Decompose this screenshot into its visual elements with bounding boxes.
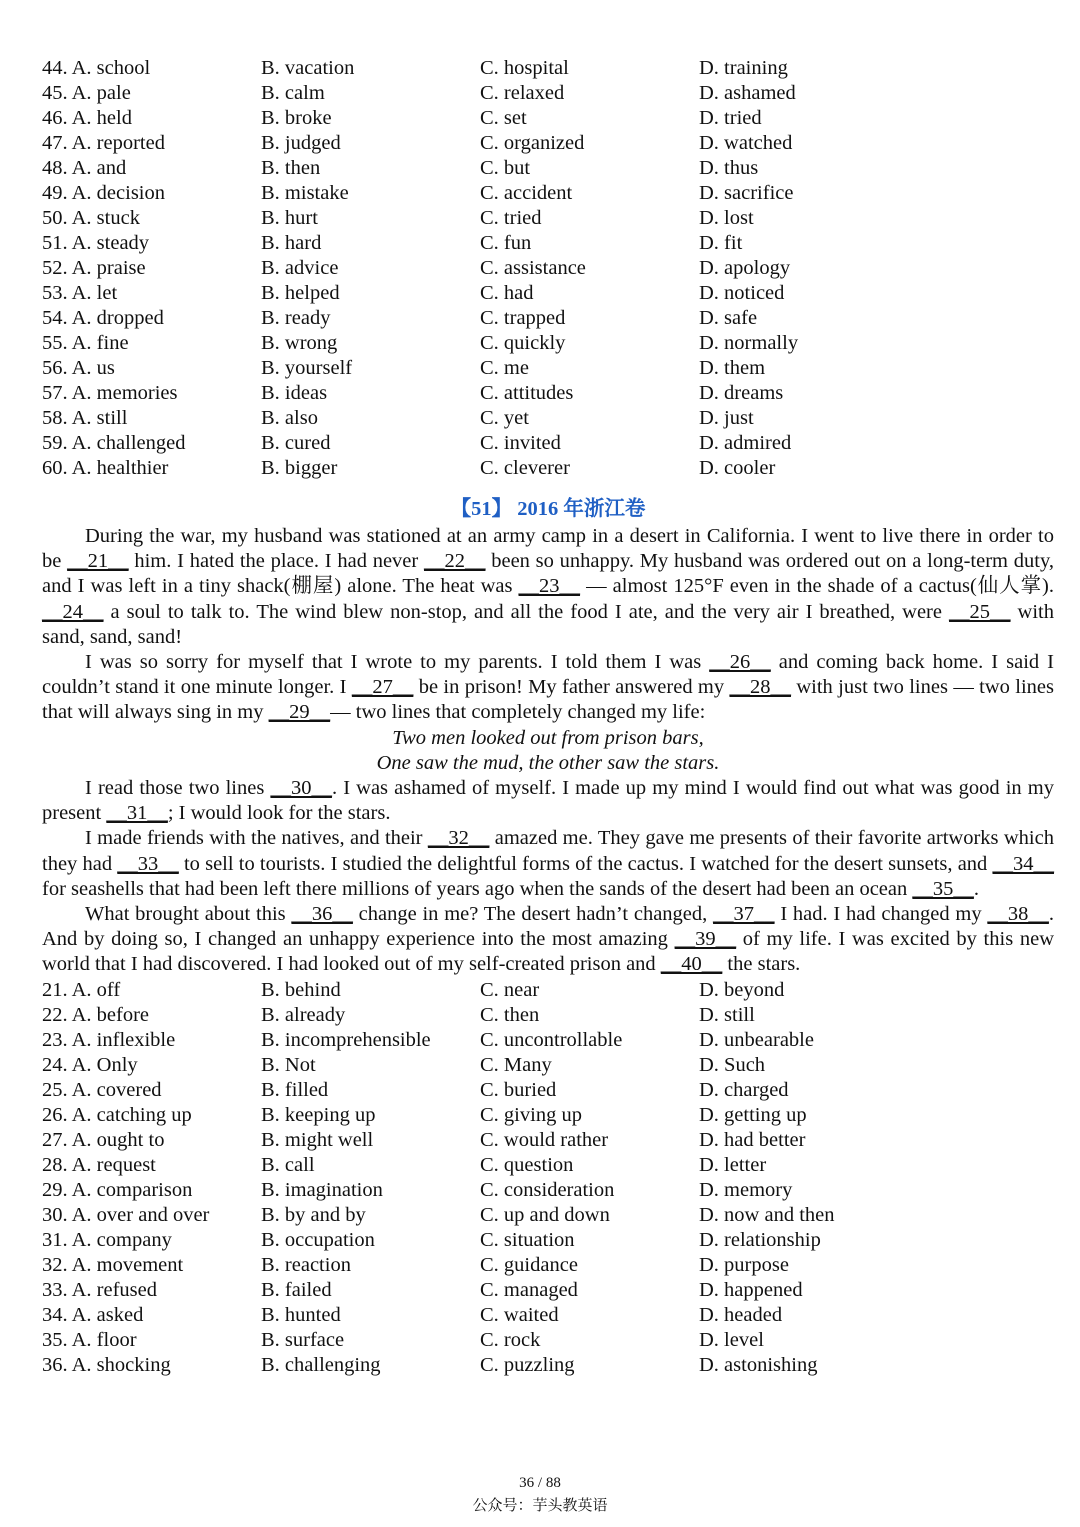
option-a: 46. A. held bbox=[42, 107, 132, 129]
option-a: 23. A. inflexible bbox=[42, 1028, 176, 1051]
cloze-blank: __25__ bbox=[949, 600, 1011, 623]
option-row bbox=[42, 1203, 1054, 1228]
passage-text: — almost 125°F even in the shade of a cactus(仙人掌). bbox=[580, 575, 1054, 598]
option-c: C. near bbox=[480, 978, 540, 1001]
option-a: 33. A. refused bbox=[42, 1278, 158, 1301]
passage-text: I had. I had changed my bbox=[774, 903, 988, 926]
option-row bbox=[42, 1278, 1054, 1303]
option-a: 49. A. decision bbox=[42, 182, 165, 204]
poem-line: Two men looked out from prison bars, bbox=[392, 726, 704, 749]
cloze-blank: __30__ bbox=[270, 777, 332, 800]
option-c: C. invited bbox=[480, 432, 561, 454]
option-d: D. fit bbox=[699, 232, 743, 254]
option-row bbox=[42, 306, 1054, 331]
option-a: 47. A. reported bbox=[42, 132, 165, 154]
option-a: 56. A. us bbox=[42, 357, 115, 379]
option-c: C. assistance bbox=[480, 257, 586, 279]
option-a: 22. A. before bbox=[42, 1003, 150, 1026]
option-d: D. had better bbox=[699, 1128, 806, 1151]
passage-text: I read those two lines bbox=[85, 777, 271, 800]
option-b: B. surface bbox=[261, 1328, 345, 1351]
option-b: B. wrong bbox=[261, 332, 338, 354]
option-row bbox=[42, 206, 1054, 231]
option-d: D. admired bbox=[699, 432, 792, 454]
option-b: B. failed bbox=[261, 1278, 332, 1301]
option-b: B. vacation bbox=[261, 57, 355, 79]
cloze-blank: __26__ bbox=[709, 651, 771, 674]
option-d: D. sacrifice bbox=[699, 182, 794, 204]
option-c: C. cleverer bbox=[480, 457, 570, 479]
option-c: C. tried bbox=[480, 207, 542, 229]
passage-text: change in me? The desert hadn’t changed, bbox=[352, 903, 714, 926]
option-b: B. ready bbox=[261, 307, 331, 329]
option-d: D. them bbox=[699, 357, 766, 379]
option-b: B. broke bbox=[261, 107, 332, 129]
option-d: D. astonishing bbox=[699, 1353, 818, 1376]
option-row bbox=[42, 1353, 1054, 1378]
option-row bbox=[42, 256, 1054, 281]
passage-text: amazed me. They gave me presents of their favorite artworks which they had bbox=[42, 827, 1054, 875]
option-a: 21. A. off bbox=[42, 978, 121, 1001]
option-d: D. level bbox=[699, 1328, 764, 1351]
option-c: C. but bbox=[480, 157, 531, 179]
option-d: D. ashamed bbox=[699, 82, 796, 104]
option-d: D. letter bbox=[699, 1153, 767, 1176]
passage-text: . bbox=[973, 877, 979, 900]
option-row bbox=[42, 1328, 1054, 1353]
option-row bbox=[42, 181, 1054, 206]
option-b: B. hard bbox=[261, 232, 322, 254]
option-c: C. managed bbox=[480, 1278, 578, 1301]
option-b: B. judged bbox=[261, 132, 341, 154]
option-a: 48. A. and bbox=[42, 157, 127, 179]
option-d: D. lost bbox=[699, 207, 754, 229]
option-b: B. mistake bbox=[261, 182, 349, 204]
option-b: B. hunted bbox=[261, 1303, 341, 1326]
document-page bbox=[42, 56, 1054, 1378]
option-c: C. organized bbox=[480, 132, 585, 154]
cloze-blank: __35__ bbox=[912, 877, 974, 900]
option-b: B. then bbox=[261, 157, 321, 179]
option-c: C. giving up bbox=[480, 1103, 582, 1126]
option-b: B. advice bbox=[261, 257, 339, 279]
options-table-21-36 bbox=[42, 978, 1054, 1378]
passage-text: been so unhappy. My husband was ordered out on a long-term duty, and I was left in a tiny shack(棚屋) alone. The heat was bbox=[42, 550, 1054, 598]
option-row bbox=[42, 1128, 1054, 1153]
passage-text: of my life. I was excited by this new world that I had discovered. I had looked out of my self-created prison and bbox=[42, 928, 1054, 976]
option-a: 50. A. stuck bbox=[42, 207, 140, 229]
passage-paragraph bbox=[42, 524, 1054, 650]
option-b: B. calm bbox=[261, 82, 325, 104]
option-d: D. tried bbox=[699, 107, 762, 129]
option-row bbox=[42, 978, 1054, 1003]
cloze-blank: __33__ bbox=[117, 852, 179, 875]
option-d: D. getting up bbox=[699, 1103, 807, 1126]
option-c: C. waited bbox=[480, 1303, 559, 1326]
poem-line: One saw the mud, the other saw the stars. bbox=[376, 751, 720, 774]
option-c: C. quickly bbox=[480, 332, 566, 354]
option-d: D. headed bbox=[699, 1303, 783, 1326]
option-a: 36. A. shocking bbox=[42, 1353, 171, 1376]
option-row bbox=[42, 1303, 1054, 1328]
section-title: 【51】 2016 年浙江卷 bbox=[450, 498, 646, 520]
option-row bbox=[42, 431, 1054, 456]
options-table-44-60 bbox=[42, 56, 1054, 481]
option-d: D. just bbox=[699, 407, 754, 429]
option-c: C. fun bbox=[480, 232, 532, 254]
option-b: B. might well bbox=[261, 1128, 374, 1151]
option-c: C. puzzling bbox=[480, 1353, 575, 1376]
option-b: B. also bbox=[261, 407, 318, 429]
option-b: B. call bbox=[261, 1153, 315, 1176]
option-row bbox=[42, 1153, 1054, 1178]
passage-text: . I was ashamed of myself. I made up my mind I would find out what was good in my present bbox=[42, 777, 1055, 825]
cloze-blank: __32__ bbox=[427, 827, 490, 850]
option-d: D. happened bbox=[699, 1278, 803, 1301]
passage-text: be in prison! My father answered my bbox=[413, 676, 730, 699]
option-a: 55. A. fine bbox=[42, 332, 129, 354]
option-d: D. unbearable bbox=[699, 1028, 814, 1051]
option-row bbox=[42, 456, 1054, 481]
option-b: B. challenging bbox=[261, 1353, 381, 1376]
option-a: 26. A. catching up bbox=[42, 1103, 192, 1126]
option-a: 27. A. ought to bbox=[42, 1128, 165, 1151]
option-row bbox=[42, 231, 1054, 256]
passage-text: ; I would look for the stars. bbox=[167, 802, 391, 825]
option-row bbox=[42, 1003, 1054, 1028]
passage-text: What brought about this bbox=[85, 903, 292, 926]
option-b: B. helped bbox=[261, 282, 340, 304]
option-d: D. Such bbox=[699, 1053, 766, 1076]
option-d: D. thus bbox=[699, 157, 759, 179]
option-row bbox=[42, 56, 1054, 81]
cloze-passage bbox=[42, 524, 1054, 978]
option-d: D. charged bbox=[699, 1078, 789, 1101]
option-a: 30. A. over and over bbox=[42, 1203, 210, 1226]
option-d: D. dreams bbox=[699, 382, 784, 404]
option-b: B. cured bbox=[261, 432, 331, 454]
option-c: C. question bbox=[480, 1153, 574, 1176]
option-a: 34. A. asked bbox=[42, 1303, 144, 1326]
option-d: D. still bbox=[699, 1003, 755, 1026]
cloze-blank: __34__ bbox=[992, 852, 1054, 875]
option-row bbox=[42, 356, 1054, 381]
option-c: C. me bbox=[480, 357, 529, 379]
passage-paragraph bbox=[42, 902, 1054, 978]
option-c: C. uncontrollable bbox=[480, 1028, 623, 1051]
cloze-blank: __38__ bbox=[987, 903, 1049, 926]
option-b: B. hurt bbox=[261, 207, 318, 229]
option-c: C. relaxed bbox=[480, 82, 565, 104]
page-number: 36 / 88 bbox=[519, 1475, 561, 1491]
option-c: C. yet bbox=[480, 407, 529, 429]
option-a: 58. A. still bbox=[42, 407, 128, 429]
passage-paragraph bbox=[42, 650, 1054, 726]
option-c: C. hospital bbox=[480, 57, 569, 79]
option-row bbox=[42, 156, 1054, 181]
passage-text: During the war, my husband was stationed at an army camp in a desert in California. I went to live there in order to be bbox=[42, 525, 1054, 573]
passage-text: I was so sorry for myself that I wrote to my parents. I told them I was bbox=[85, 651, 710, 674]
cloze-blank: __22__ bbox=[423, 550, 486, 573]
cloze-blank: __28__ bbox=[729, 676, 791, 699]
option-b: B. keeping up bbox=[261, 1103, 376, 1126]
footer-note: 公众号：芋头教英语 bbox=[472, 1496, 608, 1514]
option-b: B. bigger bbox=[261, 457, 338, 479]
passage-text: I made friends with the natives, and their bbox=[85, 827, 428, 850]
option-row bbox=[42, 406, 1054, 431]
option-row bbox=[42, 1028, 1054, 1053]
option-b: B. yourself bbox=[261, 357, 353, 379]
option-d: D. beyond bbox=[699, 978, 785, 1001]
option-c: C. had bbox=[480, 282, 534, 304]
option-a: 24. A. Only bbox=[42, 1053, 138, 1076]
option-b: B. reaction bbox=[261, 1253, 351, 1276]
option-a: 51. A. steady bbox=[42, 232, 150, 254]
option-d: D. apology bbox=[699, 257, 791, 279]
cloze-blank: __21__ bbox=[67, 550, 129, 573]
option-b: B. incomprehensible bbox=[261, 1028, 431, 1051]
option-d: D. watched bbox=[699, 132, 793, 154]
cloze-blank: __36__ bbox=[291, 903, 353, 926]
cloze-blank: __31__ bbox=[106, 802, 168, 825]
option-a: 32. A. movement bbox=[42, 1253, 184, 1276]
passage-text: and coming back home. I said I couldn’t stand it one minute longer. I bbox=[42, 651, 1054, 699]
option-c: C. guidance bbox=[480, 1253, 578, 1276]
option-c: C. situation bbox=[480, 1228, 575, 1251]
option-c: C. rock bbox=[480, 1328, 541, 1351]
option-a: 57. A. memories bbox=[42, 382, 178, 404]
option-b: B. Not bbox=[261, 1053, 316, 1076]
option-c: C. set bbox=[480, 107, 527, 129]
option-a: 25. A. covered bbox=[42, 1078, 162, 1101]
passage-text: the stars. bbox=[722, 953, 801, 976]
option-a: 35. A. floor bbox=[42, 1328, 137, 1351]
option-a: 52. A. praise bbox=[42, 257, 146, 279]
option-c: C. consideration bbox=[480, 1178, 615, 1201]
option-a: 29. A. comparison bbox=[42, 1178, 193, 1201]
option-c: C. up and down bbox=[480, 1203, 610, 1226]
option-d: D. memory bbox=[699, 1178, 793, 1201]
option-a: 31. A. company bbox=[42, 1228, 172, 1251]
option-d: D. noticed bbox=[699, 282, 785, 304]
cloze-blank: __37__ bbox=[713, 903, 775, 926]
passage-paragraph bbox=[42, 776, 1054, 826]
option-row bbox=[42, 1053, 1054, 1078]
option-d: D. relationship bbox=[699, 1228, 821, 1251]
option-b: B. by and by bbox=[261, 1203, 366, 1226]
option-c: C. accident bbox=[480, 182, 573, 204]
option-b: B. filled bbox=[261, 1078, 329, 1101]
option-d: D. purpose bbox=[699, 1253, 789, 1276]
option-row bbox=[42, 81, 1054, 106]
passage-text: him. I hated the place. I had never bbox=[128, 550, 424, 573]
option-row bbox=[42, 1253, 1054, 1278]
option-b: B. imagination bbox=[261, 1178, 383, 1201]
cloze-blank: __40__ bbox=[660, 953, 723, 976]
passage-text: with just two lines — two lines that will always sing in my bbox=[42, 676, 1054, 724]
option-row bbox=[42, 281, 1054, 306]
option-b: B. occupation bbox=[261, 1228, 375, 1251]
option-a: 44. A. school bbox=[42, 57, 151, 79]
passage-text: a soul to talk to. The wind blew non-stop, and all the food I ate, and the very air I breathed, were bbox=[103, 600, 950, 623]
option-c: C. would rather bbox=[480, 1128, 609, 1151]
passage-text: to sell to tourists. I studied the delightful forms of the cactus. I watched for the desert sunsets, and bbox=[178, 852, 993, 875]
cloze-blank: __39__ bbox=[674, 928, 737, 951]
option-b: B. behind bbox=[261, 978, 341, 1001]
option-row bbox=[42, 381, 1054, 406]
passage-text: — two lines that completely changed my life: bbox=[330, 701, 706, 724]
option-c: C. then bbox=[480, 1003, 540, 1026]
option-d: D. training bbox=[699, 57, 788, 79]
option-c: C. attitudes bbox=[480, 382, 574, 404]
option-a: 28. A. request bbox=[42, 1153, 156, 1176]
option-row bbox=[42, 1178, 1054, 1203]
option-c: C. buried bbox=[480, 1078, 557, 1101]
cloze-blank: __29__ bbox=[268, 701, 331, 724]
option-d: D. cooler bbox=[699, 457, 776, 479]
option-a: 53. A. let bbox=[42, 282, 118, 304]
option-a: 60. A. healthier bbox=[42, 457, 169, 479]
option-row bbox=[42, 106, 1054, 131]
option-d: D. safe bbox=[699, 307, 758, 329]
passage-text: . And by doing so, I changed an unhappy experience into the most amazing bbox=[42, 903, 1054, 951]
option-b: B. already bbox=[261, 1003, 346, 1026]
cloze-blank: __23__ bbox=[518, 575, 581, 598]
option-row bbox=[42, 1078, 1054, 1103]
option-row bbox=[42, 1103, 1054, 1128]
option-c: C. trapped bbox=[480, 307, 566, 329]
cloze-blank: __27__ bbox=[351, 676, 414, 699]
option-b: B. ideas bbox=[261, 382, 328, 404]
option-row bbox=[42, 131, 1054, 156]
option-row bbox=[42, 331, 1054, 356]
passage-text: for seashells that had been left there millions of years ago when the sands of the desert had been an ocean bbox=[42, 877, 913, 900]
passage-text: with sand, sand, sand! bbox=[42, 600, 1054, 648]
option-d: D. normally bbox=[699, 332, 799, 354]
passage-paragraph bbox=[42, 826, 1054, 902]
option-a: 54. A. dropped bbox=[42, 307, 164, 329]
option-c: C. Many bbox=[480, 1053, 552, 1076]
option-a: 59. A. challenged bbox=[42, 432, 186, 454]
option-d: D. now and then bbox=[699, 1203, 835, 1226]
option-row bbox=[42, 1228, 1054, 1253]
option-a: 45. A. pale bbox=[42, 82, 131, 104]
cloze-blank: __24__ bbox=[42, 600, 104, 623]
